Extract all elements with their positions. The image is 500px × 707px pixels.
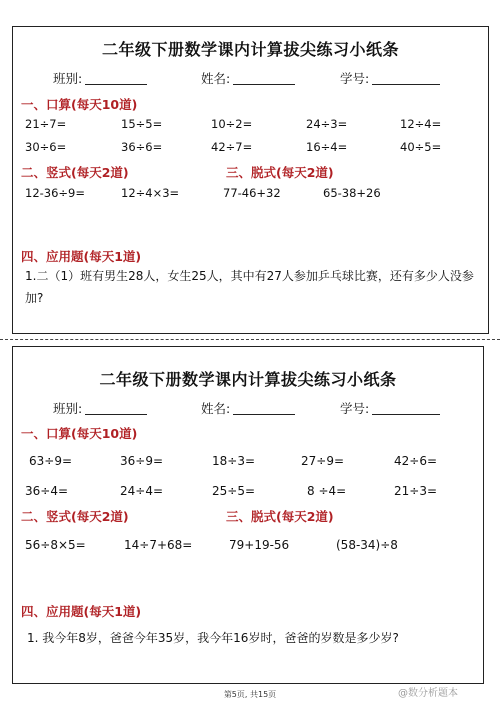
slip-title: 二年级下册数学课内计算拔尖练习小纸条 — [99, 370, 397, 389]
class-field — [53, 69, 147, 87]
id-field — [340, 69, 440, 87]
oral-question: 16÷4= — [306, 140, 348, 154]
word-problem-heading: 四、应用题(每天1道) — [21, 604, 142, 619]
oral-question: 18÷3= — [212, 454, 256, 468]
vertical-heading: 二、竖式(每天2道) — [21, 509, 129, 524]
class-label: 班别: — [53, 71, 83, 86]
word-problem-text: 1.二（1）班有男生28人，女生25人，其中有27人参加乒乓球比赛，还有多少人没参加? — [25, 269, 474, 305]
stepwise-heading: 三、脱式(每天2道) — [226, 165, 334, 180]
oral-question: 36÷9= — [120, 454, 164, 468]
oral-question: 24÷3= — [306, 117, 348, 131]
oral-question: 12÷4= — [400, 117, 442, 131]
stepwise-heading: 三、脱式(每天2道) — [226, 509, 334, 524]
oral-question: 36÷6= — [121, 140, 163, 154]
oral-question: 24÷4= — [120, 484, 164, 498]
oral-question: 42÷6= — [394, 454, 438, 468]
vertical-question: 12-36÷9= — [25, 186, 86, 200]
name-label: 姓名: — [201, 71, 231, 86]
stepwise-question: 79+19-56 — [229, 538, 290, 552]
practice-slip-1 — [12, 26, 489, 334]
oral-heading: 一、口算(每天10道) — [21, 97, 138, 112]
oral-question: 25÷5= — [212, 484, 256, 498]
cut-line — [0, 339, 500, 340]
class-label: 班别: — [53, 401, 83, 416]
vertical-question: 56÷8×5= — [25, 538, 86, 552]
oral-question: 15÷5= — [121, 117, 163, 131]
class-blank — [85, 402, 147, 415]
vertical-question: 14÷7+68= — [124, 538, 193, 552]
word-problem-heading: 四、应用题(每天1道) — [21, 249, 142, 264]
name-field — [201, 69, 295, 87]
stepwise-question: 65-38+26 — [323, 186, 381, 200]
id-label: 学号: — [340, 401, 370, 416]
vertical-heading: 二、竖式(每天2道) — [21, 165, 129, 180]
oral-question: 8 ÷4= — [307, 484, 347, 498]
practice-slip-2 — [12, 346, 484, 684]
name-blank — [233, 72, 295, 85]
oral-question: 63÷9= — [29, 454, 73, 468]
class-field — [53, 399, 147, 417]
slip-title: 二年级下册数学课内计算拔尖练习小纸条 — [101, 40, 399, 59]
name-field — [201, 399, 295, 417]
stepwise-question: 77-46+32 — [223, 186, 281, 200]
word-problem-text: 1. 我今年8岁，爸爸今年35岁，我今年16岁时，爸爸的岁数是多少岁? — [27, 631, 399, 645]
page-number: 第5页, 共15页 — [223, 690, 277, 699]
vertical-question: 12÷4×3= — [121, 186, 180, 200]
id-blank — [372, 72, 440, 85]
oral-heading: 一、口算(每天10道) — [21, 426, 138, 441]
id-blank — [372, 402, 440, 415]
watermark: @数分析题本 — [398, 688, 458, 699]
oral-question: 27÷9= — [301, 454, 345, 468]
oral-question: 36÷4= — [25, 484, 69, 498]
oral-question: 21÷3= — [394, 484, 438, 498]
oral-question: 10÷2= — [211, 117, 253, 131]
class-blank — [85, 72, 147, 85]
stepwise-question: (58-34)÷8 — [336, 538, 398, 552]
id-field — [340, 399, 440, 417]
oral-question: 30÷6= — [25, 140, 67, 154]
oral-question: 40÷5= — [400, 140, 442, 154]
oral-question: 42÷7= — [211, 140, 253, 154]
id-label: 学号: — [340, 71, 370, 86]
name-blank — [233, 402, 295, 415]
name-label: 姓名: — [201, 401, 231, 416]
oral-question: 21÷7= — [25, 117, 67, 131]
